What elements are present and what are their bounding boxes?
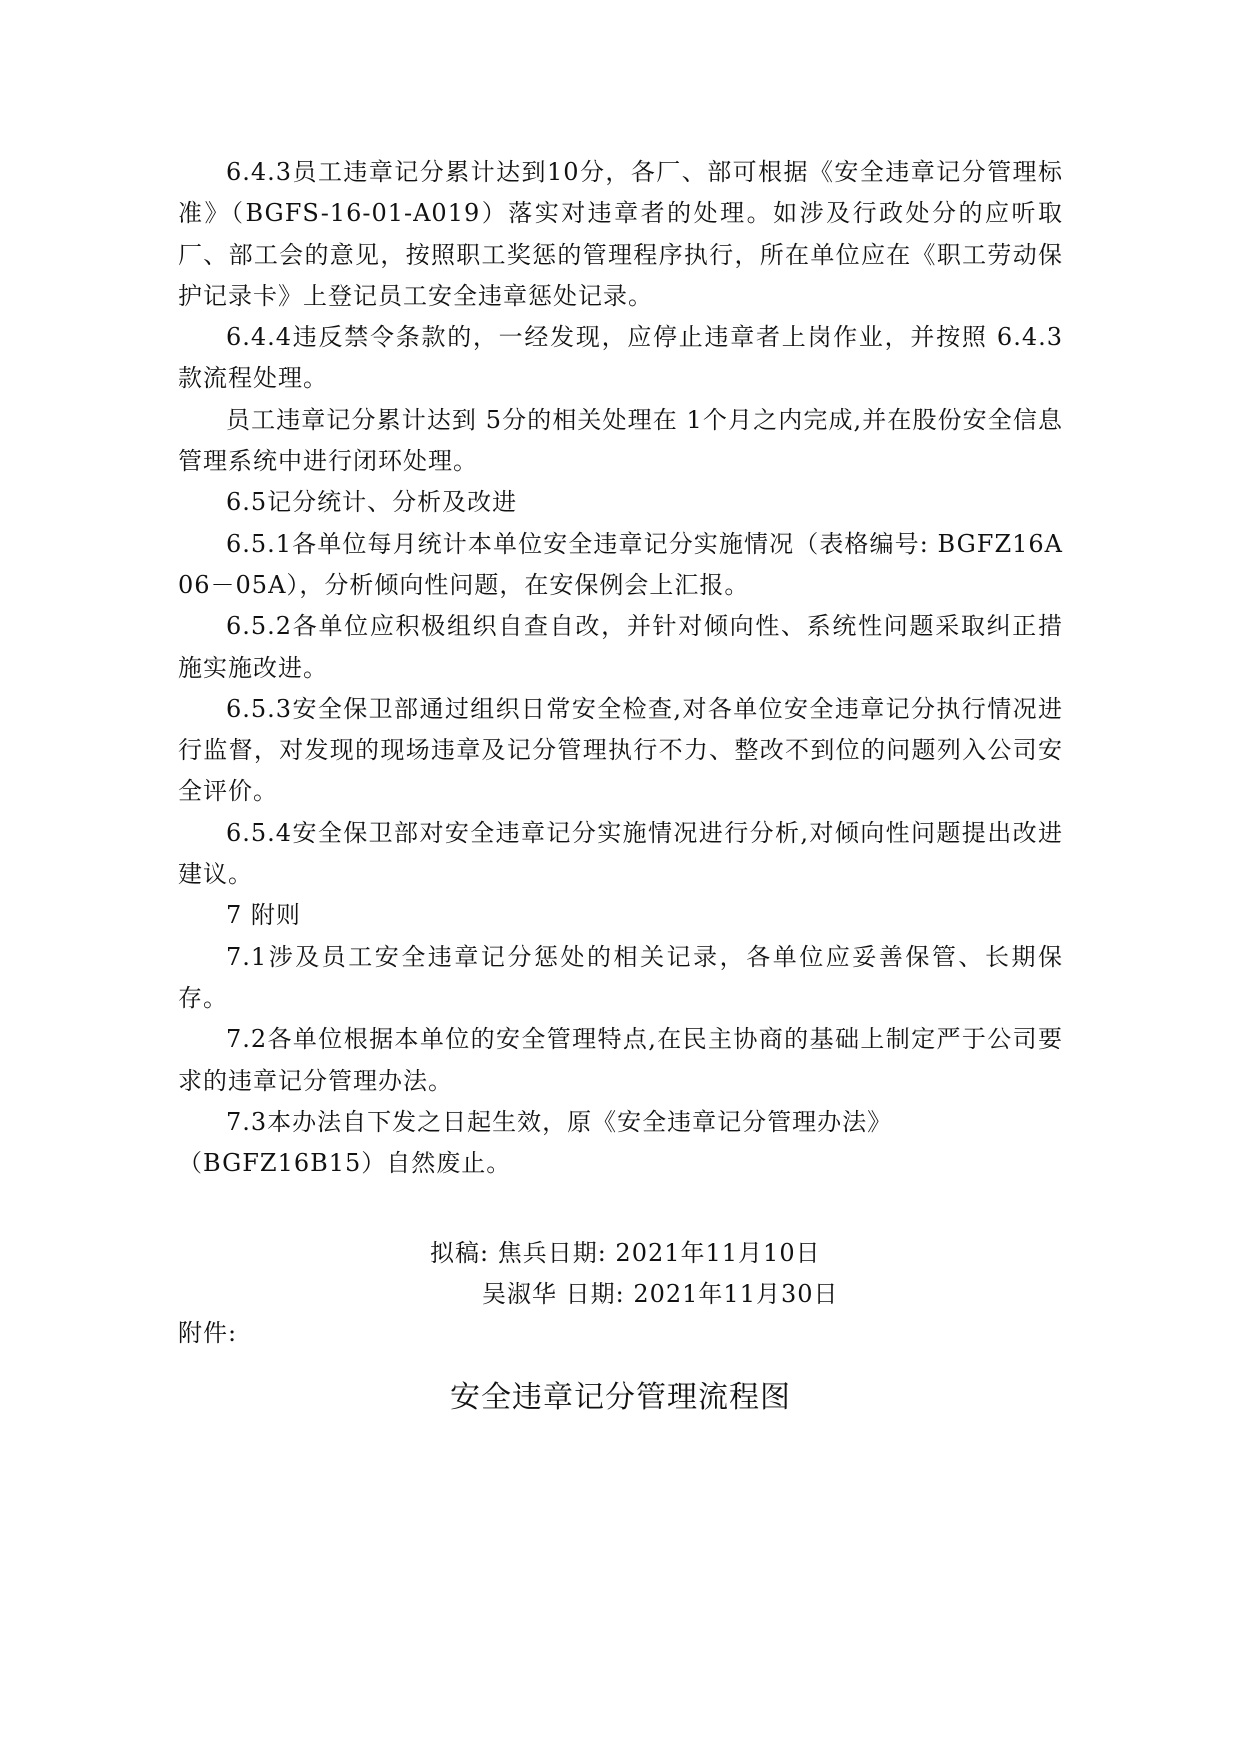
clause-6-4-4: 6.4.4违反禁令条款的，一经发现，应停止违章者上岗作业，并按照 6.4.3款流程处理。 — [178, 323, 1063, 393]
attachment-label: 附件: — [178, 1319, 238, 1347]
clause-6-4-3: 6.4.3员工违章记分累计达到10分，各厂、部可根据《安全违章记分管理标准》（BGFS-16-01-A019）落实对违章者的处理。如涉及行政处分的应听取厂、部工会的意见，按照职工奖惩的管理程序执行，所在单位应在《职工劳动保护记录卡》上登记员工安全违章惩处记录。 — [178, 158, 1063, 310]
clause-6-5-3: 6.5.3安全保卫部通过组织日常安全检查,对各单位安全违章记分执行情况进行监督，对发现的现场违章及记分管理执行不力、整改不到位的问题列入公司安全评价。 — [178, 694, 1063, 806]
clause-7-1: 7.1涉及员工安全违章记分惩处的相关记录，各单位应妥善保管、长期保存。 — [178, 942, 1063, 1012]
clause-6-5-1: 6.5.1各单位每月统计本单位安全违章记分实施情况（表格编号: BGFZ16A06－05A），分析倾向性问题，在安保例会上汇报。 — [178, 529, 1063, 599]
clause-6-5-2: 6.5.2各单位应积极组织自查自改，并针对倾向性、系统性问题采取纠正措施实施改进。 — [178, 612, 1063, 682]
section-7-heading: 7 附则 — [226, 901, 301, 930]
clause-7-3: 7.3本办法自下发之日起生效，原《安全违章记分管理办法》 — [226, 1107, 893, 1136]
clause-7-2: 7.2各单位根据本单位的安全管理特点,在民主协商的基础上制定严于公司要求的违章记分管理办法。 — [178, 1025, 1063, 1095]
clause-6-5-4: 6.5.4安全保卫部对安全违章记分实施情况进行分析,对倾向性问题提出改进建议。 — [178, 818, 1063, 889]
signature-block — [430, 1233, 1130, 1315]
clause-7-3-continued: （BGFZ16B15）自然废止。 — [178, 1149, 512, 1178]
clause-6-4-4-note: 员工违章记分累计达到 5分的相关处理在 1个月之内完成,并在股份安全信息管理系统中进行闭环处理。 — [178, 405, 1063, 476]
flowchart-title: 安全违章记分管理流程图 — [450, 1380, 791, 1415]
document-body — [178, 152, 1063, 1184]
section-6-5-heading: 6.5记分统计、分析及改进 — [226, 488, 518, 517]
drafter-date-line: 拟稿: 焦兵日期: 2021年11月10日 — [430, 1239, 821, 1267]
approver-date-line: 吴淑华 日期: 2021年11月30日 — [482, 1280, 839, 1308]
